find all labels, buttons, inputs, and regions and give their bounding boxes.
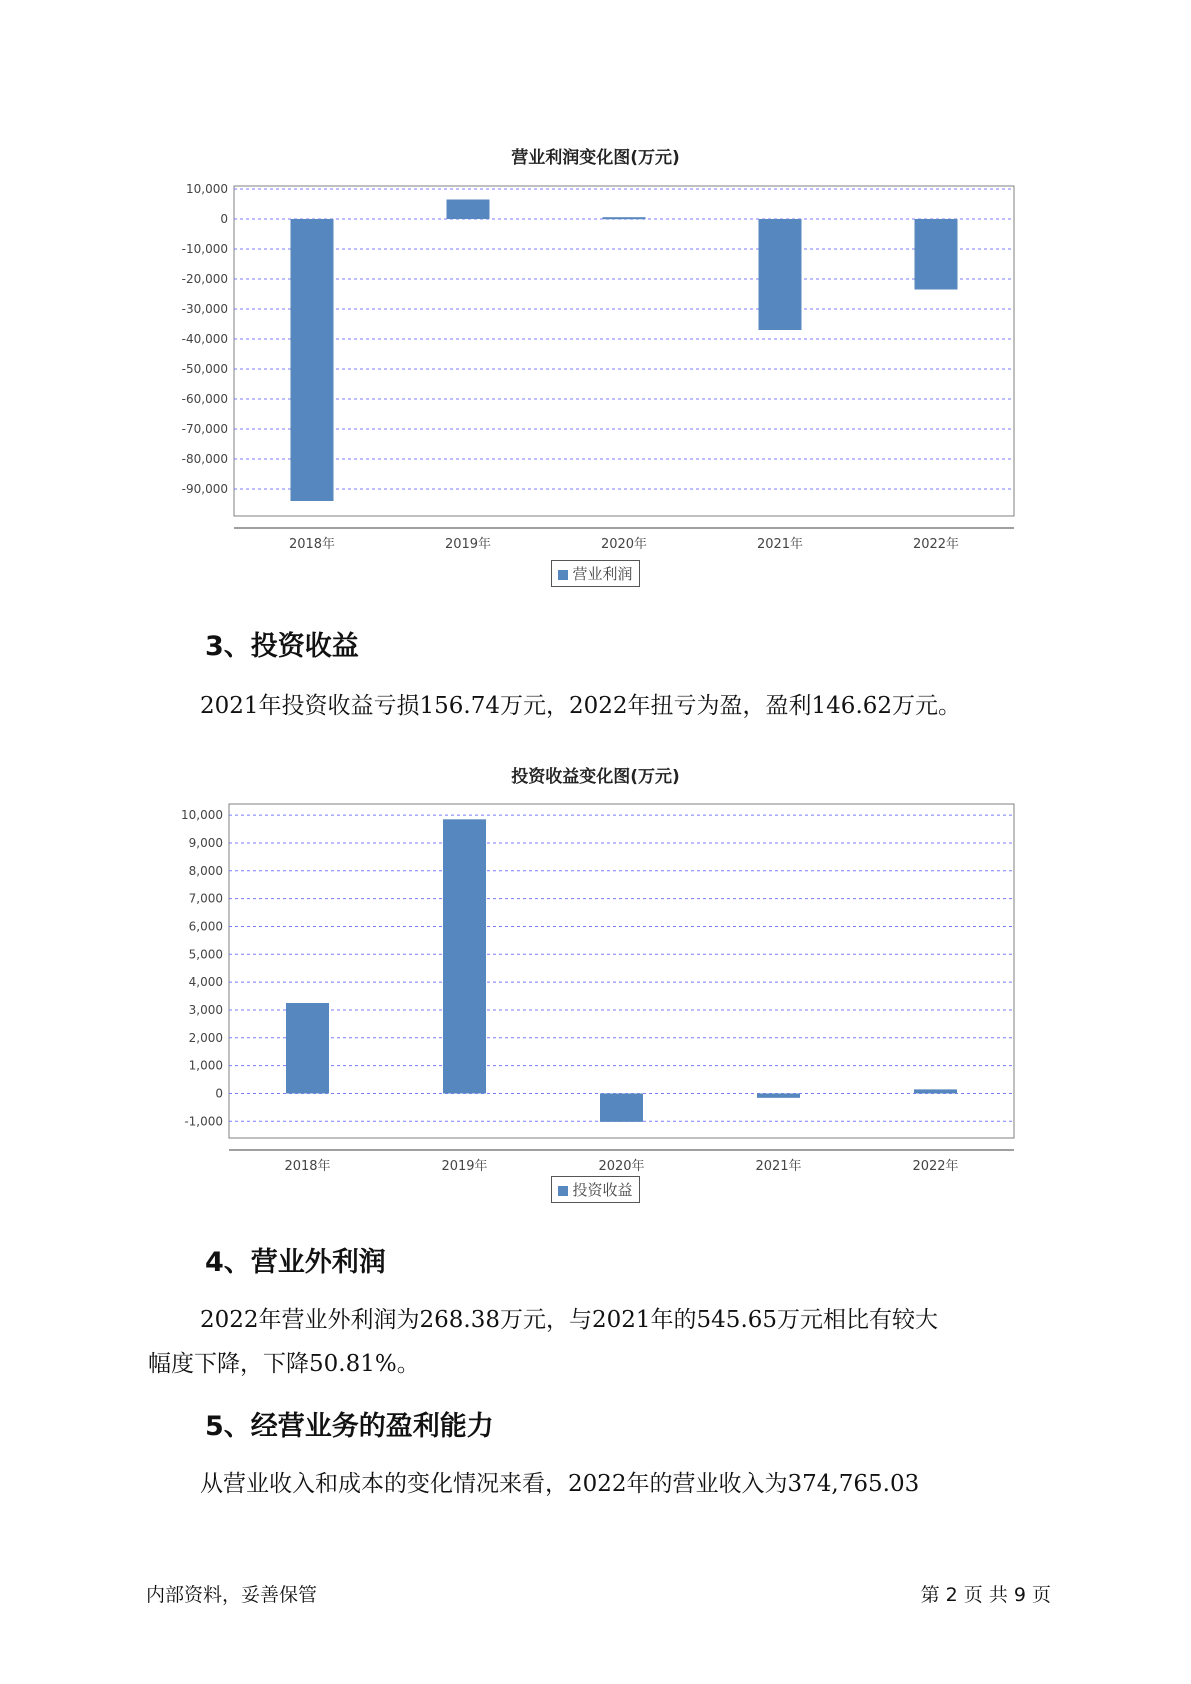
bar-2018年 bbox=[286, 1003, 329, 1093]
paragraph-text-line1: 2022年营业外利润为268.38万元，与2021年的545.65万元相比有较大 bbox=[200, 1307, 939, 1333]
y-tick-label: 0 bbox=[220, 212, 228, 226]
y-tick-label: 6,000 bbox=[188, 919, 223, 934]
x-tick-label: 2019年 bbox=[444, 537, 492, 552]
x-tick-label: 2022年 bbox=[912, 537, 960, 552]
y-tick-label: -10,000 bbox=[181, 242, 228, 256]
y-tick-label: -60,000 bbox=[181, 392, 228, 406]
y-tick-label: 10,000 bbox=[181, 808, 223, 823]
y-tick-label: 1,000 bbox=[188, 1058, 223, 1073]
bar-2022年 bbox=[914, 1089, 957, 1093]
y-tick-label: 0 bbox=[215, 1086, 223, 1101]
y-tick-label: 7,000 bbox=[188, 891, 223, 906]
chart-legend-investment-income bbox=[0, 1176, 1191, 1203]
section-heading-non-operating-profit: 4、营业外利润 bbox=[205, 1247, 386, 1278]
operating-profit-chart bbox=[0, 170, 1191, 552]
legend-box bbox=[551, 560, 639, 587]
section-heading-investment-income: 3、投资收益 bbox=[205, 631, 359, 662]
legend-swatch bbox=[558, 1186, 568, 1196]
x-tick-label: 2018年 bbox=[284, 1159, 331, 1174]
bar-2020年 bbox=[600, 1093, 643, 1121]
footer-page-number: 第 2 页 共 9 页 bbox=[920, 1584, 1051, 1606]
bar-2021年 bbox=[759, 219, 802, 330]
y-tick-label: 5,000 bbox=[188, 947, 223, 962]
x-tick-label: 2021年 bbox=[755, 1159, 802, 1174]
chart-title-operating-profit: 营业利润变化图(万元) bbox=[511, 148, 680, 168]
y-tick-label: -90,000 bbox=[181, 482, 228, 496]
bar-2022年 bbox=[915, 219, 958, 290]
bar-2018年 bbox=[291, 219, 334, 501]
paragraph-profitability bbox=[148, 1462, 1048, 1506]
paragraph-text: 从营业收入和成本的变化情况来看，2022年的营业收入为374,765.03 bbox=[200, 1471, 920, 1497]
plot-frame bbox=[234, 186, 1014, 516]
y-tick-label: -1,000 bbox=[184, 1114, 223, 1129]
paragraph-non-operating-profit bbox=[148, 1298, 1048, 1386]
y-tick-label: -50,000 bbox=[181, 362, 228, 376]
y-tick-label: -20,000 bbox=[181, 272, 228, 286]
x-tick-label: 2022年 bbox=[912, 1159, 959, 1174]
y-tick-label: 8,000 bbox=[188, 863, 223, 878]
y-tick-label: 9,000 bbox=[188, 835, 223, 850]
y-tick-label: -40,000 bbox=[181, 332, 228, 346]
legend-label: 投资收益 bbox=[572, 1181, 633, 1199]
bar-2019年 bbox=[447, 200, 490, 220]
plot-frame bbox=[229, 804, 1014, 1138]
x-tick-label: 2018年 bbox=[288, 537, 336, 552]
section-heading-profitability: 5、经营业务的盈利能力 bbox=[205, 1411, 494, 1442]
y-tick-label: -70,000 bbox=[181, 422, 228, 436]
legend-swatch bbox=[558, 570, 568, 580]
chart-title-investment-income: 投资收益变化图(万元) bbox=[511, 767, 680, 787]
y-tick-label: -30,000 bbox=[181, 302, 228, 316]
x-tick-label: 2021年 bbox=[756, 537, 804, 552]
x-tick-label: 2020年 bbox=[600, 537, 648, 552]
legend-label: 营业利润 bbox=[572, 565, 633, 583]
bar-2019年 bbox=[443, 819, 486, 1093]
y-tick-label: -80,000 bbox=[181, 452, 228, 466]
paragraph-text-line2: 幅度下降，下降50.81%。 bbox=[148, 1351, 420, 1377]
y-tick-label: 3,000 bbox=[188, 1002, 223, 1017]
chart-legend-operating-profit bbox=[0, 560, 1191, 587]
paragraph-investment-income bbox=[148, 684, 1048, 728]
y-tick-label: 10,000 bbox=[186, 182, 228, 196]
investment-income-chart bbox=[0, 790, 1191, 1174]
bar-2020年 bbox=[603, 217, 646, 219]
footer-confidential-note: 内部资料，妥善保管 bbox=[146, 1584, 318, 1606]
bar-2021年 bbox=[757, 1093, 800, 1097]
legend-box bbox=[551, 1176, 639, 1203]
x-tick-label: 2019年 bbox=[441, 1159, 488, 1174]
x-tick-label: 2020年 bbox=[598, 1159, 645, 1174]
paragraph-text: 2021年投资收益亏损156.74万元，2022年扭亏为盈，盈利146.62万元。 bbox=[200, 693, 962, 719]
y-tick-label: 2,000 bbox=[188, 1030, 223, 1045]
y-tick-label: 4,000 bbox=[188, 975, 223, 990]
